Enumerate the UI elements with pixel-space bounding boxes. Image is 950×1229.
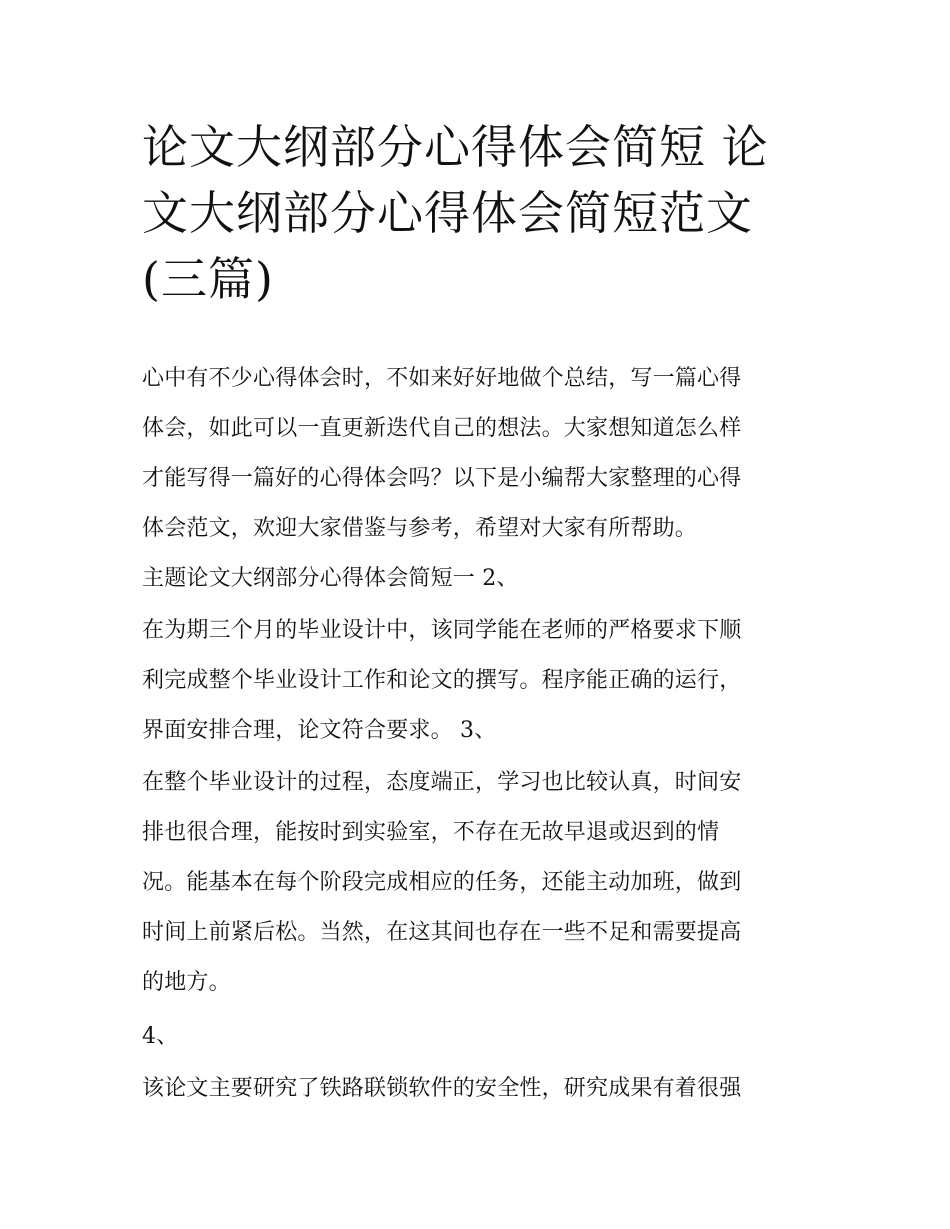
body-line-10: 排也很合理，能按时到实验室，不存在无故早退或迟到的情 <box>142 820 720 845</box>
body-line-13: 的地方。 <box>142 970 231 995</box>
body-line-8: 界面安排合理，论文符合要求。 3、 <box>142 718 497 743</box>
title-line-3: (三篇) <box>142 252 274 306</box>
body-line-12: 时间上前紧后松。当然，在这其间也存在一些不足和需要提高 <box>142 920 742 945</box>
title-line-2: 文大纲部分心得体会简短范文 <box>142 186 753 240</box>
document-title <box>142 114 822 312</box>
body-line-4: 体会范文，欢迎大家借鉴与参考，希望对大家有所帮助。 <box>142 516 698 541</box>
body-line-11: 况。能基本在每个阶段完成相应的任务，还能主动加班，做到 <box>142 870 742 895</box>
body-line-3: 才能写得一篇好的心得体会吗？以下是小编帮大家整理的心得 <box>142 466 742 491</box>
section-heading: 主题论文大纲部分心得体会简短一 2、 <box>142 566 519 591</box>
body-line-1: 心中有不少心得体会时，不如来好好地做个总结，写一篇心得 <box>142 366 742 391</box>
body-line-7: 利完成整个毕业设计工作和论文的撰写。程序能正确的运行， <box>142 668 742 693</box>
title-line-1: 论文大纲部分心得体会简短 论 <box>142 120 769 174</box>
item-number-4: 4、 <box>142 1024 179 1049</box>
body-line-6: 在为期三个月的毕业设计中，该同学能在老师的严格要求下顺 <box>142 618 742 643</box>
body-line-9: 在整个毕业设计的过程，态度端正，学习也比较认真，时间安 <box>142 770 742 795</box>
body-line-2: 体会，如此可以一直更新迭代自己的想法。大家想知道怎么样 <box>142 416 742 441</box>
body-line-15: 该论文主要研究了铁路联锁软件的安全性，研究成果有着很强 <box>142 1076 742 1101</box>
